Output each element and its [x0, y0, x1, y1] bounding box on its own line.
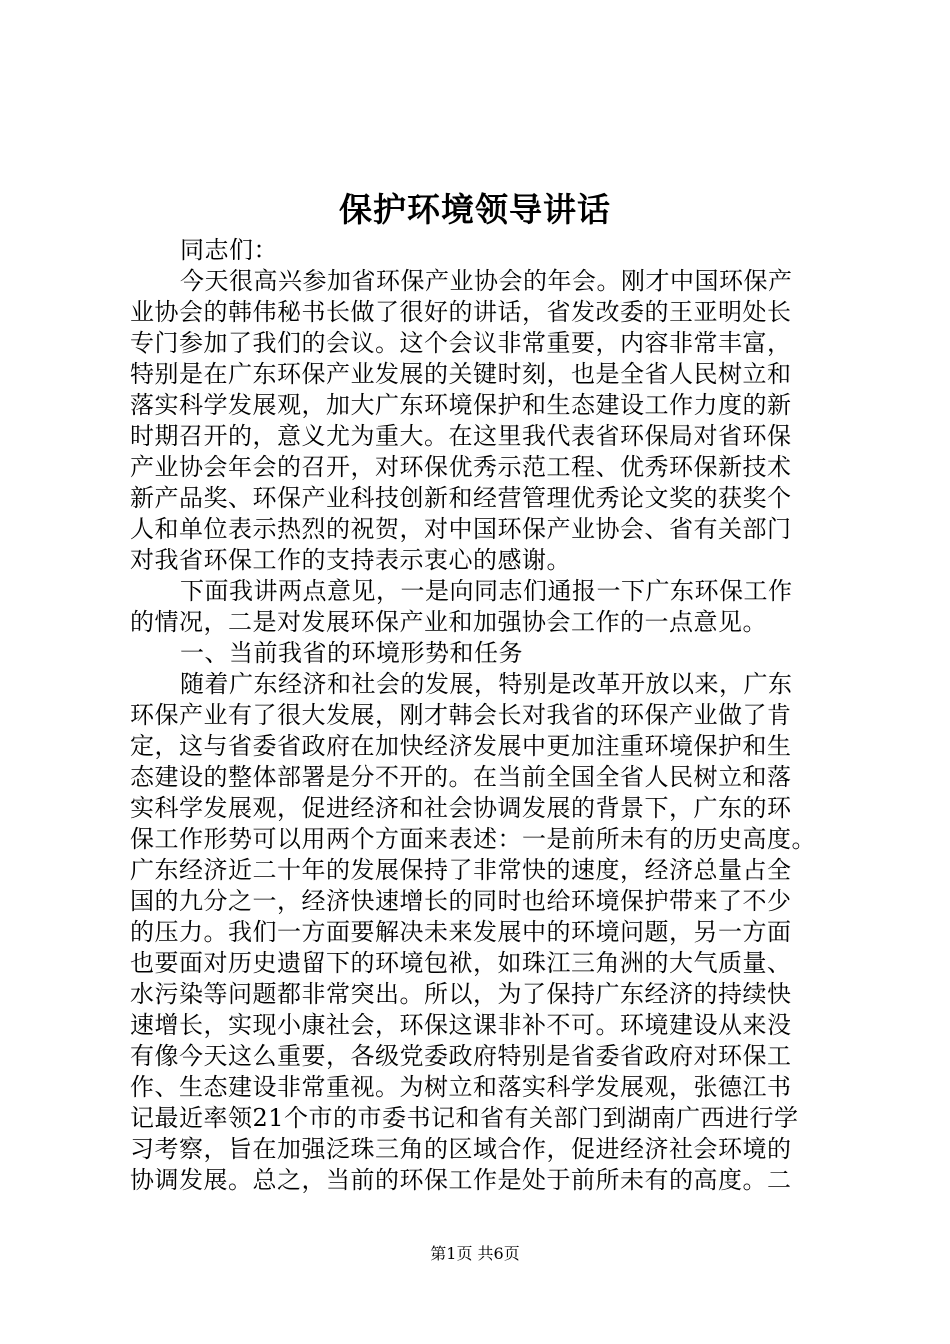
paragraph-line: 保工作形势可以用两个方面来表述：一是前所未有的历史高度。: [130, 825, 816, 853]
section-heading: 一、当前我省的环境形势和任务: [180, 639, 523, 667]
paragraph-line: 随着广东经济和社会的发展，特别是改革开放以来，广东: [180, 670, 793, 698]
paragraph-line: 水污染等问题都非常突出。所以，为了保持广东经济的持续快: [130, 980, 792, 1008]
paragraph-line: 时期召开的，意义尤为重大。在这里我代表省环保局对省环保: [130, 422, 792, 450]
paragraph-line: 有像今天这么重要，各级党委政府特别是省委省政府对环保工: [130, 1042, 792, 1070]
paragraph-line: 业协会的韩伟秘书长做了很好的讲话，省发改委的王亚明处长: [130, 298, 792, 326]
paragraph-line: 特别是在广东环保产业发展的关键时刻，也是全省人民树立和: [130, 360, 792, 388]
paragraph-line: 环保产业有了很大发展，刚才韩会长对我省的环保产业做了肯: [130, 701, 792, 729]
paragraph-line: 习考察，旨在加强泛珠三角的区域合作，促进经济社会环境的: [130, 1135, 792, 1163]
paragraph-line: 也要面对历史遗留下的环境包袱，如珠江三角洲的大气质量、: [130, 949, 792, 977]
paragraph-line: 下面我讲两点意见，一是向同志们通报一下广东环保工作: [180, 577, 793, 605]
paragraph-line: 国的九分之一，经济快速增长的同时也给环境保护带来了不少: [130, 887, 792, 915]
paragraph-line: 广东经济近二十年的发展保持了非常快的速度，经济总量占全: [130, 856, 792, 884]
document-title: 保护环境领导讲话: [339, 190, 611, 229]
paragraph-line: 今天很高兴参加省环保产业协会的年会。刚才中国环保产: [180, 267, 793, 295]
document-body: [130, 235, 830, 1196]
paragraph-line: 的压力。我们一方面要解决未来发展中的环境问题，另一方面: [130, 918, 792, 946]
paragraph-line: 的情况，二是对发展环保产业和加强协会工作的一点意见。: [130, 608, 767, 636]
paragraph-line: 定，这与省委省政府在加快经济发展中更加注重环境保护和生: [130, 732, 792, 760]
page-number-footer: 第1页 共6页: [430, 1244, 520, 1263]
paragraph-line: 对我省环保工作的支持表示衷心的感谢。: [130, 546, 571, 574]
paragraph-line: 记最近率领21个市的市委书记和省有关部门到湖南广西进行学: [130, 1104, 799, 1132]
paragraph-line: 人和单位表示热烈的祝贺，对中国环保产业协会、省有关部门: [130, 515, 792, 543]
paragraph-line: 专门参加了我们的会议。这个会议非常重要，内容非常丰富，: [130, 329, 792, 357]
paragraph-line: 实科学发展观，促进经济和社会协调发展的背景下，广东的环: [130, 794, 792, 822]
paragraph-line: 态建设的整体部署是分不开的。在当前全国全省人民树立和落: [130, 763, 792, 791]
paragraph-line: 协调发展。总之，当前的环保工作是处于前所未有的高度。二: [130, 1166, 792, 1194]
paragraph-line: 新产品奖、环保产业科技创新和经营管理优秀论文奖的获奖个: [130, 484, 792, 512]
paragraph-line: 同志们：: [180, 236, 278, 264]
paragraph-line: 速增长，实现小康社会，环保这课非补不可。环境建设从来没: [130, 1011, 792, 1039]
paragraph-line: 作、生态建设非常重视。为树立和落实科学发展观，张德江书: [130, 1073, 792, 1101]
paragraph-line: 落实科学发展观，加大广东环境保护和生态建设工作力度的新: [130, 391, 792, 419]
paragraph-line: 产业协会年会的召开，对环保优秀示范工程、优秀环保新技术: [130, 453, 792, 481]
